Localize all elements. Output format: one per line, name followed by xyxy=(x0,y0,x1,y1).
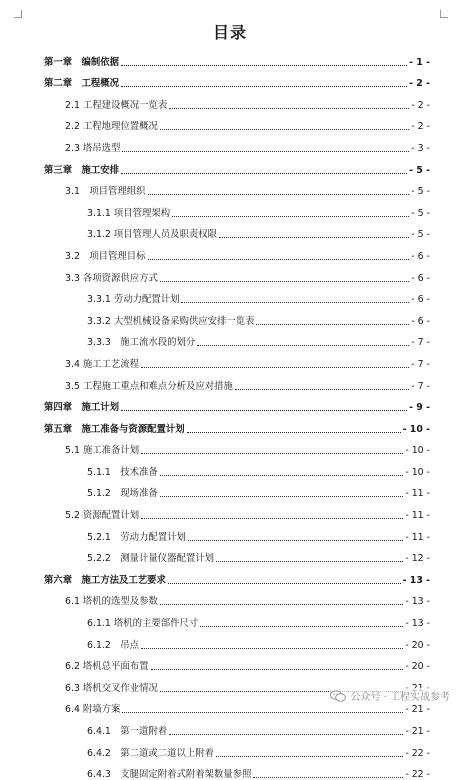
wechat-icon xyxy=(330,690,346,702)
toc-entry-page-number: - 7 - xyxy=(411,380,430,392)
toc-entry-page-number: - 10 - xyxy=(402,423,430,435)
toc-entry-page-number: - 20 - xyxy=(405,639,430,651)
toc-chapter-entry[interactable] xyxy=(44,68,430,90)
dot-leader xyxy=(121,64,407,66)
toc-entry-page-number: - 5 - xyxy=(409,164,430,176)
toc-chapter-entry[interactable] xyxy=(44,413,430,435)
toc-entry[interactable] xyxy=(44,629,430,651)
dot-leader xyxy=(235,388,409,390)
dot-leader xyxy=(181,301,409,303)
toc-entry-label: 3.3.1 劳动力配置计划 xyxy=(87,294,180,306)
toc-entry-label: 5.1.2 现场准备 xyxy=(87,488,158,500)
toc-entry-page-number: - 7 - xyxy=(411,337,430,349)
dot-leader xyxy=(169,733,403,735)
toc-entry[interactable] xyxy=(44,262,430,284)
toc-entry[interactable] xyxy=(44,607,430,629)
toc-entry[interactable] xyxy=(44,586,430,608)
toc-entry-label: 6.1 塔机的选型及参数 xyxy=(65,596,158,608)
toc-entry-page-number: - 5 - xyxy=(411,229,430,241)
toc-entry-page-number: - 6 - xyxy=(411,315,430,327)
toc-entry-page-number: - 21 - xyxy=(405,726,430,737)
toc-entry-page-number: - 11 - xyxy=(405,531,430,543)
toc-entry-label: 5.1.1 技术准备 xyxy=(87,466,158,478)
toc-entry[interactable] xyxy=(44,370,430,392)
toc-entry-page-number: - 2 - xyxy=(409,78,430,90)
toc-entry[interactable] xyxy=(44,219,430,241)
page-corner-mark-right xyxy=(440,10,448,18)
toc-entry[interactable] xyxy=(44,435,430,457)
toc-entry-label: 第五章 施工准备与资源配置计划 xyxy=(44,423,185,435)
toc-entry[interactable] xyxy=(44,240,430,262)
dot-leader xyxy=(188,539,403,541)
toc-entry-label: 5.1 施工准备计划 xyxy=(65,445,140,457)
toc-entry-label: 6.4 附墙方案 xyxy=(65,704,121,716)
dot-leader xyxy=(160,128,409,130)
page-corner-mark-left xyxy=(14,10,22,18)
toc-entry-page-number: - 13 - xyxy=(405,618,430,630)
toc-entry-page-number: - 13 - xyxy=(402,574,430,586)
dot-leader xyxy=(160,495,404,497)
toc-entry-page-number: - 9 - xyxy=(409,402,430,414)
toc-entry-page-number: - 22 - xyxy=(405,747,430,759)
toc-entry-page-number: - 2 - xyxy=(411,99,430,111)
dot-leader xyxy=(253,776,403,778)
toc-entry-label: 6.3 塔机交叉作业情况 xyxy=(65,682,158,694)
toc-entry-page-number: - 1 - xyxy=(409,56,430,68)
toc-entry-label: 5.2 资源配置计划 xyxy=(65,510,140,522)
toc-entry-label: 3.1.1 项目管理架构 xyxy=(87,207,171,219)
toc-entry-page-number: - 10 - xyxy=(405,445,430,457)
dot-leader xyxy=(216,755,403,757)
toc-entry[interactable] xyxy=(44,759,430,780)
toc-entry-label: 第一章 编制依据 xyxy=(44,56,120,68)
toc-entry-page-number: - 11 - xyxy=(405,488,430,500)
toc-entry[interactable] xyxy=(44,327,430,349)
dot-leader xyxy=(148,258,410,260)
toc-entry-label: 第二章 工程概况 xyxy=(44,78,120,90)
toc-entry-label: 2.3 塔吊选型 xyxy=(65,142,121,154)
toc-chapter-entry[interactable] xyxy=(44,154,430,176)
toc-entry-label: 第三章 施工安排 xyxy=(44,164,120,176)
toc-entry-page-number: - 13 - xyxy=(405,596,430,608)
toc-entry[interactable] xyxy=(44,89,430,111)
toc-entry-label: 6.4.3 支腿固定附着式附着架数量参照 xyxy=(87,769,252,780)
toc-entry-label: 3.1.2 项目管理人员及职责权限 xyxy=(87,229,217,241)
dot-leader xyxy=(148,193,410,195)
toc-entry-page-number: - 2 - xyxy=(411,121,430,133)
toc-entry-label: 3.3 各项资源供应方式 xyxy=(65,272,158,284)
toc-chapter-entry[interactable] xyxy=(44,392,430,414)
toc-entry-page-number: - 6 - xyxy=(411,294,430,306)
table-of-contents xyxy=(44,46,430,780)
dot-leader xyxy=(219,236,409,238)
dot-leader xyxy=(151,668,404,670)
toc-entry[interactable] xyxy=(44,478,430,500)
toc-entry-label: 3.2 项目管理目标 xyxy=(65,250,146,262)
toc-entry-label: 3.4 施工工艺流程 xyxy=(65,358,140,370)
toc-entry[interactable] xyxy=(44,348,430,370)
toc-entry-label: 2.1 工程建设概况一览表 xyxy=(65,99,168,111)
toc-entry-page-number: - 6 - xyxy=(411,272,430,284)
dot-leader xyxy=(187,431,401,433)
toc-entry[interactable] xyxy=(44,543,430,565)
dot-leader xyxy=(122,150,409,152)
toc-entry-label: 6.1.2 吊点 xyxy=(87,639,139,651)
toc-entry-label: 6.4.2 第二道或二道以上附着 xyxy=(87,747,214,759)
toc-entry-label: 3.1 项目管理组织 xyxy=(65,186,146,198)
toc-entry-label: 第四章 施工计划 xyxy=(44,402,120,414)
dot-leader xyxy=(160,474,404,476)
toc-entry-page-number: - 21 - xyxy=(405,704,430,716)
dot-leader xyxy=(200,625,403,627)
dot-leader xyxy=(256,323,409,325)
toc-entry-page-number: - 10 - xyxy=(405,466,430,478)
dot-leader xyxy=(121,85,407,87)
toc-entry[interactable] xyxy=(44,197,430,219)
dot-leader xyxy=(141,366,409,368)
toc-entry-page-number: - 22 - xyxy=(405,769,430,780)
toc-entry[interactable] xyxy=(44,111,430,133)
toc-entry-label: 第六章 施工方法及工艺要求 xyxy=(44,574,166,586)
toc-entry-label: 6.2 塔机总平面布置 xyxy=(65,661,149,673)
toc-entry-page-number: - 3 - xyxy=(411,142,430,154)
dot-leader xyxy=(160,603,403,605)
toc-entry[interactable] xyxy=(44,305,430,327)
toc-entry[interactable] xyxy=(44,651,430,673)
dot-leader xyxy=(141,452,403,454)
toc-entry[interactable] xyxy=(44,715,430,737)
toc-entry[interactable] xyxy=(44,132,430,154)
dot-leader xyxy=(197,344,409,346)
toc-entry-label: 5.2.2 测量计量仪器配置计划 xyxy=(87,553,214,565)
dot-leader xyxy=(121,172,407,174)
toc-entry-page-number: - 12 - xyxy=(405,553,430,565)
dot-leader xyxy=(121,409,407,411)
toc-entry-page-number: - 11 - xyxy=(405,510,430,522)
toc-entry[interactable] xyxy=(44,176,430,198)
toc-title: 目录 xyxy=(212,23,247,42)
toc-chapter-entry[interactable] xyxy=(44,46,430,68)
toc-entry-page-number: - 5 - xyxy=(411,186,430,198)
toc-entry[interactable] xyxy=(44,521,430,543)
toc-entry-page-number: - 5 - xyxy=(411,207,430,219)
toc-entry-label: 5.2.1 劳动力配置计划 xyxy=(87,531,186,543)
watermark-text: 公众号 · 工程实战参考 xyxy=(350,692,450,703)
dot-leader xyxy=(168,582,401,584)
toc-entry-label: 6.4.1 第一道附着 xyxy=(87,726,168,737)
dot-leader xyxy=(216,560,403,562)
toc-entry-page-number: - 20 - xyxy=(405,661,430,673)
toc-entry-label: 6.1.1 塔机的主要部件尺寸 xyxy=(87,618,199,630)
toc-entry[interactable] xyxy=(44,284,430,306)
toc-chapter-entry[interactable] xyxy=(44,564,430,586)
toc-entry-label: 3.5 工程施工重点和难点分析及应对措施 xyxy=(65,380,233,392)
toc-entry-label: 3.3.3 施工流水段的划分 xyxy=(87,337,196,349)
toc-entry[interactable] xyxy=(44,499,430,521)
toc-entry-page-number: - 6 - xyxy=(411,250,430,262)
dot-leader xyxy=(160,280,409,282)
toc-entry[interactable] xyxy=(44,737,430,759)
dot-leader xyxy=(169,107,409,109)
toc-entry[interactable] xyxy=(44,456,430,478)
dot-leader xyxy=(122,711,403,713)
dot-leader xyxy=(141,647,403,649)
toc-entry-label: 2.2 工程地理位置概况 xyxy=(65,121,158,133)
dot-leader xyxy=(172,215,409,217)
toc-entry-page-number: - 7 - xyxy=(411,358,430,370)
toc-entry-label: 3.3.2 大型机械设备采购供应安排一览表 xyxy=(87,315,255,327)
dot-leader xyxy=(141,517,403,519)
watermark xyxy=(330,688,450,703)
